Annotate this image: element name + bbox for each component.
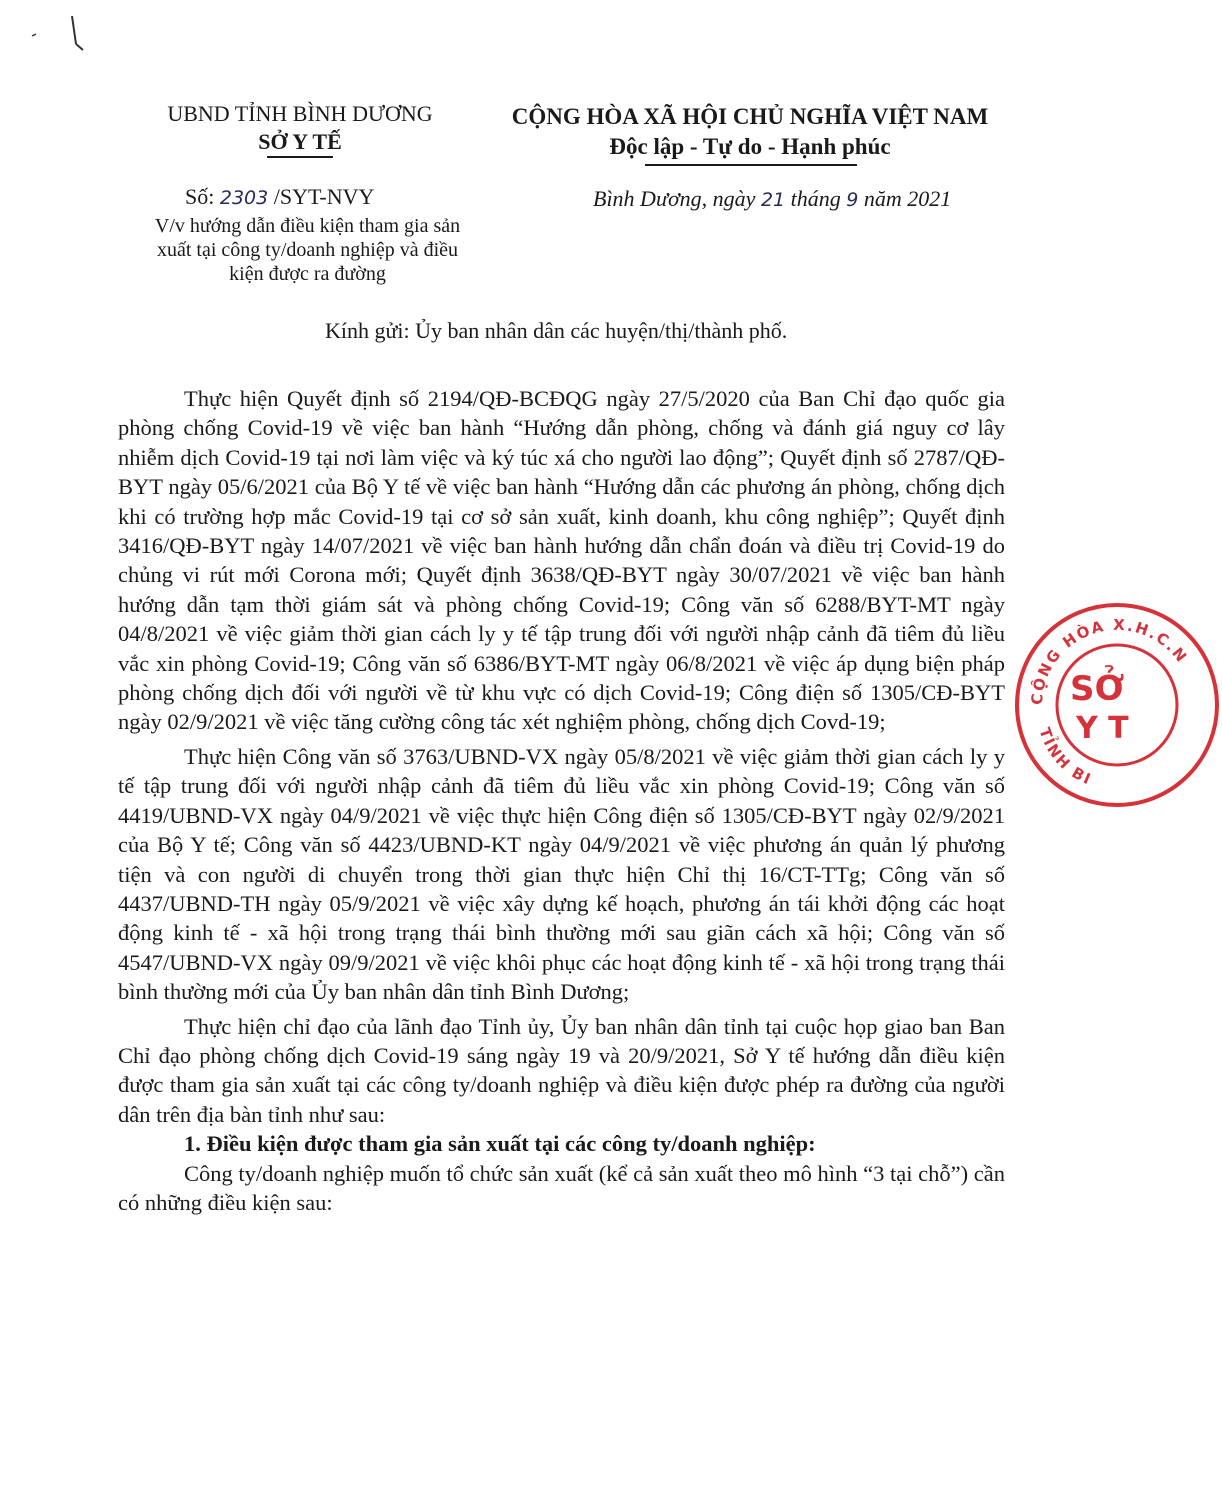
date-day-handwritten: 21: [760, 189, 786, 211]
date-month-label: tháng: [785, 186, 847, 211]
national-motto-block: [470, 102, 1030, 162]
document-subject: V/v hướng dẫn điều kiện tham gia sản xuất tại công ty/doanh nghiệp và điều kiện được ra đường: [154, 215, 461, 285]
motto-underline: [645, 164, 857, 166]
agency-line-2: SỞ Y TẾ: [258, 129, 342, 154]
issuing-agency-block: [150, 100, 450, 156]
nation-motto: Độc lập - Tự do - Hạnh phúc: [609, 134, 891, 159]
scan-speck-marks: [28, 14, 88, 54]
agency-line-1: UBND TỈNH BÌNH DƯƠNG: [167, 101, 433, 126]
date-month-handwritten: 9: [846, 189, 859, 211]
seal-top-text: CỘNG HÒA X.H.C.N: [1027, 615, 1192, 706]
number-handwritten: 2303: [219, 187, 269, 209]
body-paragraph-1: Thực hiện Quyết định số 2194/QĐ-BCĐQG ngày 27/5/2020 của Ban Chỉ đạo quốc gia phòng chống Covid-19 về việc ban hành “Hướng dẫn phòng, chống và đánh giá nguy cơ lây nhiễm dịch Covid-19 tại nơi làm việc và ký túc xá cho người lao động”; Quyết định số 2787/QĐ-BYT ngày 05/6/2021 của Bộ Y tế về việc ban hành “Hướng dẫn các phương án phòng, chống dịch khi có trường hợp mắc Covid-19 tại cơ sở sản xuất, kinh doanh, khu công nghiệp”; Quyết định 3416/QĐ-BYT ngày 14/07/2021 về việc ban hành hướng dẫn chẩn đoán và điều trị Covid-19 do chủng vi rút mới Corona mới; Quyết định 3638/QĐ-BYT ngày 30/07/2021 về việc ban hành hướng dẫn tạm thời giám sát và phòng chống Covid-19; Công văn số 6288/BYT-MT ngày 04/8/2021 về việc giảm thời gian cách ly y tế tập trung đối với người nhập cảnh đã tiêm đủ liều vắc xin phòng Covid-19; Công văn số 6386/BYT-MT ngày 06/8/2021 về việc áp dụng biện pháp phòng chống dịch đối với người về từ khu vực có dịch Covid-19; Công điện số 1305/CĐ-BYT ngày 02/9/2021 về việc tăng cường công tác xét nghiệm phòng, chống dịch Covd-19;: [118, 386, 1005, 735]
number-prefix: Số:: [185, 184, 220, 209]
date-year: năm 2021: [858, 186, 952, 211]
number-suffix: /SYT-NVY: [268, 184, 375, 209]
official-seal-stamp: [1012, 600, 1222, 810]
seal-center-line-2: Y T: [1076, 711, 1129, 746]
seal-center-line-1: SỞ: [1070, 669, 1125, 709]
recipient-label: Kính gửi:: [325, 318, 410, 343]
seal-bottom-text: TỈNH BI: [1035, 725, 1095, 789]
date-place: Bình Dương, ngày: [593, 186, 761, 211]
document-body: [118, 384, 1005, 1217]
recipient-name: Ủy ban nhân dân các huyện/thị/thành phố.: [409, 318, 788, 343]
body-paragraph-4: Công ty/doanh nghiệp muốn tổ chức sản xuất (kể cả sản xuất theo mô hình “3 tại chỗ”) cần có những điều kiện sau:: [118, 1160, 1005, 1215]
section-heading-1: 1. Điều kiện được tham gia sản xuất tại các công ty/doanh nghiệp:: [184, 1131, 816, 1157]
dateline: [593, 186, 951, 212]
body-paragraph-3: Thực hiện chỉ đạo của lãnh đạo Tỉnh ủy, Ủy ban nhân dân tỉnh tại cuộc họp giao ban Ban Chỉ đạo phòng chống dịch Covid-19 sáng ngày 19 và 20/9/2021, Sở Y tế hướng dẫn điều kiện được tham gia sản xuất tại các công ty/doanh nghiệp và điều kiện được phép ra đường của người dân trên địa bàn tỉnh như sau:: [118, 1013, 1005, 1127]
body-paragraph-2: Thực hiện Công văn số 3763/UBND-VX ngày 05/8/2021 về việc giảm thời gian cách ly y tế tập trung đối với người nhập cảnh đã tiêm đủ liều vắc xin phòng Covid-19; Công văn số 4419/UBND-VX ngày 04/9/2021 về việc thực hiện Công điện số 1305/CĐ-BYT ngày 02/9/2021 của Bộ Y tế; Công văn số 4423/UBND-KT ngày 04/9/2021 về việc phương án quản lý phương tiện và con người di chuyển trong thời gian thực hiện Chỉ thị 16/CT-TTg; Công văn số 4437/UBND-TH ngày 05/9/2021 về việc xây dựng kế hoạch, phương án tái khởi động các hoạt động kinh tế - xã hội trong trạng thái bình thường mới sau giãn cách xã hội; Công văn số 4547/UBND-VX ngày 09/9/2021 về việc khôi phục các hoạt động kinh tế - xã hội trong trạng thái bình thường mới của Ủy ban nhân dân tỉnh Bình Dương;: [118, 743, 1005, 1005]
nation-name: CỘNG HÒA XÃ HỘI CHỦ NGHĨA VIỆT NAM: [511, 104, 989, 129]
document-number: [185, 184, 374, 210]
recipient-line: [325, 318, 787, 344]
agency-underline: [267, 156, 333, 158]
